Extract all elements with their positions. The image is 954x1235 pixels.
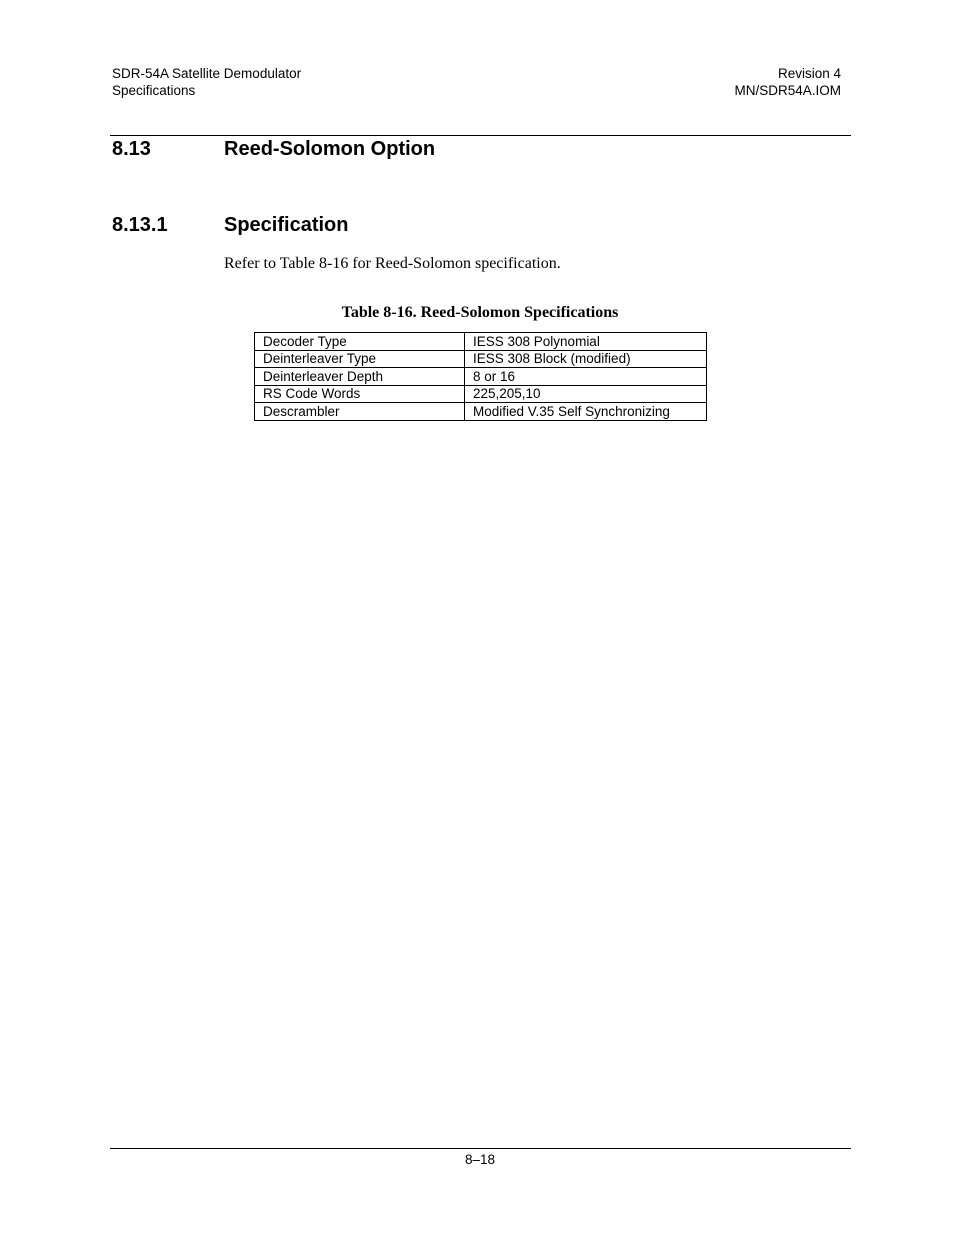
- row-label: Deinterleaver Depth: [255, 368, 465, 386]
- table-row: [255, 385, 707, 403]
- page-header-right: [734, 66, 841, 99]
- page-header-left: [112, 66, 301, 99]
- chapter-title: Specifications: [112, 82, 196, 98]
- page-number: 8–18: [464, 1152, 496, 1167]
- table-row: [255, 350, 707, 368]
- section-title: Reed-Solomon Option: [224, 138, 436, 160]
- subsection-title: Specification: [224, 214, 349, 236]
- section-heading: [112, 137, 435, 161]
- header-divider: [110, 135, 851, 136]
- table-row: [255, 333, 707, 351]
- table-row: [255, 403, 707, 421]
- table-caption: Table 8-16. Reed-Solomon Specifications: [341, 304, 619, 321]
- table-row: [255, 368, 707, 386]
- row-value: IESS 308 Polynomial: [465, 333, 707, 351]
- row-value: IESS 308 Block (modified): [465, 350, 707, 368]
- row-label: Descrambler: [255, 403, 465, 421]
- row-label: Decoder Type: [255, 333, 465, 351]
- subsection-number: 8.13.1: [112, 214, 168, 236]
- row-label: Deinterleaver Type: [255, 350, 465, 368]
- row-value: Modified V.35 Self Synchronizing: [465, 403, 707, 421]
- row-value: 8 or 16: [465, 368, 707, 386]
- spec-table: [254, 332, 707, 421]
- revision-label: Revision 4: [777, 66, 841, 81]
- section-number: 8.13: [112, 138, 151, 160]
- document-title: SDR-54A Satellite Demodulator: [112, 66, 302, 81]
- footer-divider: [110, 1148, 851, 1149]
- manual-id: MN/SDR54A.IOM: [734, 82, 841, 98]
- row-label: RS Code Words: [255, 385, 465, 403]
- subsection-heading: [112, 213, 348, 237]
- row-value: 225,205,10: [465, 385, 707, 403]
- intro-paragraph: Refer to Table 8-16 for Reed-Solomon specification.: [224, 255, 561, 272]
